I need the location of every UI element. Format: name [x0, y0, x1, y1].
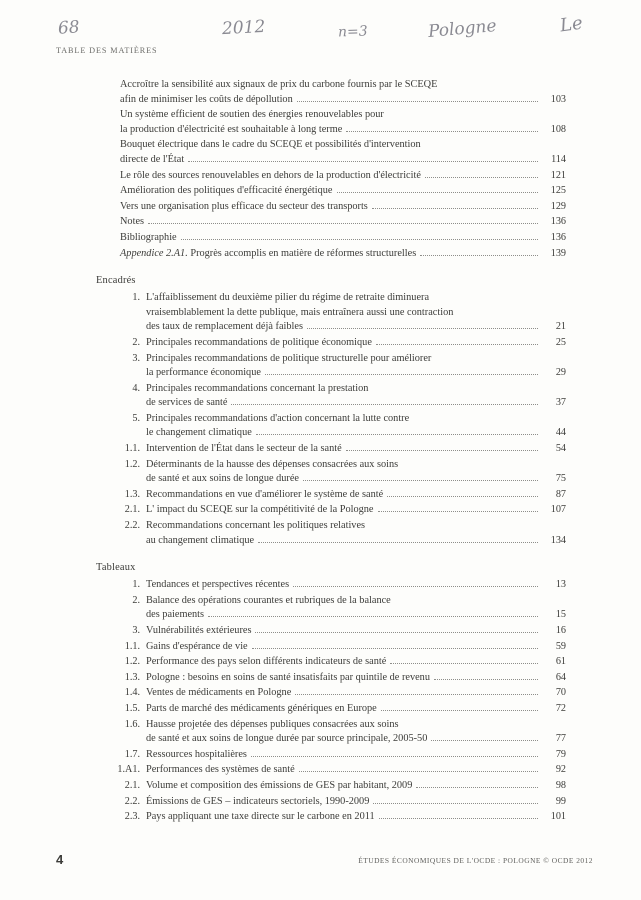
toc-entry-line	[120, 231, 566, 246]
toc-entry-line	[98, 472, 566, 487]
toc-leader-dots	[413, 420, 538, 421]
toc-entry[interactable]	[120, 594, 566, 623]
toc-leader-dots	[148, 222, 538, 224]
toc-entry-label: Principales recommandations d'action concernant la lutte contre	[146, 412, 410, 424]
toc-entry-page: 37	[555, 397, 566, 409]
toc-leader-dots	[293, 585, 538, 587]
toc-entry-label: Principales recommandations de politique économique	[146, 336, 372, 348]
toc-entry-line	[120, 78, 566, 93]
toc-entry[interactable]	[98, 442, 566, 457]
toc-entry-line	[120, 291, 566, 306]
toc-entry-number: 1.5.	[124, 702, 140, 714]
toc-entry-number-spacer	[120, 320, 140, 335]
toc-entry-line	[120, 123, 566, 138]
toc-entry[interactable]	[120, 108, 566, 137]
toc-entry-number-spacer	[120, 366, 140, 381]
toc-entry-line	[120, 138, 566, 153]
toc-entry-number-spacer	[120, 306, 140, 321]
toc-entry-label: Balance des opérations courantes et rubriques de la balance	[146, 594, 391, 606]
toc-entry-label: Pays appliquant une taxe directe sur le carbone en 2011	[146, 811, 375, 823]
toc-content	[56, 78, 566, 826]
toc-leader-dots	[387, 495, 538, 497]
toc-entry-page	[542, 412, 566, 427]
running-head: TABLE DES MATIÈRES	[56, 46, 158, 55]
toc-entry-number: 1.A1.	[117, 764, 140, 776]
toc-entry[interactable]	[98, 718, 566, 747]
toc-entry-label: Vers une organisation plus efficace du secteur des transports	[120, 200, 368, 212]
toc-entry-line	[98, 732, 566, 747]
toc-leader-dots	[457, 314, 538, 315]
toc-entry-label: de santé et aux soins de longue durée par source principale, 2005-50	[146, 733, 428, 745]
toc-entry-label: Notes	[120, 216, 145, 228]
toc-leader-dots	[403, 726, 539, 727]
toc-list	[56, 78, 566, 261]
toc-entry-label-italic: Appendice 2.A1.	[120, 247, 188, 259]
toc-entry-number: 2.	[132, 594, 140, 606]
toc-leader-dots	[379, 817, 538, 819]
toc-entry-page	[542, 519, 566, 534]
toc-list	[56, 291, 566, 548]
toc-leader-dots	[208, 615, 538, 617]
toc-entry-page: 134	[550, 534, 566, 546]
toc-entry-line	[120, 200, 566, 215]
toc-entry-page: 121	[550, 169, 566, 181]
toc-entry[interactable]	[98, 519, 566, 548]
toc-leader-dots	[388, 116, 538, 117]
toc-entry-page	[542, 306, 566, 321]
toc-entry-label: au changement climatique	[146, 534, 255, 546]
toc-entry-page: 75	[555, 473, 566, 485]
toc-leader-dots	[299, 770, 538, 772]
toc-entry-number: 1.3.	[124, 671, 140, 683]
toc-entry-line	[120, 153, 566, 168]
toc-entry-page: 29	[555, 367, 566, 379]
toc-leader-dots	[435, 360, 538, 361]
toc-entry-label: Vulnérabilités extérieures	[146, 625, 252, 636]
toc-entry-label: Appendice 2.A1. Progrès accomplis en matière de réformes structurelles	[120, 247, 417, 259]
toc-entry-line	[120, 306, 566, 321]
toc-entry-label: la performance économique	[146, 367, 261, 379]
toc-entry-label: Ressources hospitalières	[146, 748, 247, 760]
toc-entry-label: Déterminants de la hausse des dépenses consacrées aux soins	[146, 458, 399, 470]
toc-entry-line	[120, 578, 566, 593]
toc-entry[interactable]	[120, 578, 566, 593]
toc-entry-label: Bouquet électrique dans le cadre du SCEQE et possibilités d'intervention	[120, 139, 421, 151]
toc-entry-line	[120, 184, 566, 199]
toc-entry-line	[120, 412, 566, 427]
toc-entry-line	[120, 382, 566, 397]
toc-entry-label: Tendances et perspectives récentes	[146, 579, 290, 591]
toc-leader-dots	[181, 238, 538, 240]
toc-entry-page: 98	[555, 779, 566, 791]
toc-leader-dots	[441, 86, 538, 87]
toc-entry-label: Performance des pays selon différents indicateurs de santé	[146, 656, 387, 668]
toc-entry[interactable]	[120, 200, 566, 215]
toc-entry-number-spacer	[120, 608, 140, 623]
toc-leader-dots	[346, 130, 538, 132]
toc-entry-page	[542, 138, 566, 153]
toc-entry[interactable]	[98, 671, 566, 686]
toc-entry-number: 2.2.	[124, 795, 140, 807]
toc-leader-dots	[252, 647, 538, 649]
toc-entry-line	[120, 396, 566, 411]
toc-entry-page: 59	[555, 640, 566, 652]
toc-leader-dots	[265, 373, 538, 375]
toc-entry-line	[120, 108, 566, 123]
toc-entry-number: 2.2.	[124, 520, 140, 532]
toc-entry[interactable]	[120, 624, 566, 639]
toc-leader-dots	[346, 449, 538, 451]
toc-entry-label: Principales recommandations concernant la prestation	[146, 382, 369, 394]
toc-entry-line	[98, 718, 566, 733]
toc-entry-line	[98, 795, 566, 810]
handwritten-annotation: Pologne	[427, 16, 498, 42]
toc-entry-number-spacer	[98, 732, 140, 747]
toc-entry-label: des taux de remplacement déjà faibles	[146, 321, 303, 333]
toc-entry-number: 1.6.	[124, 718, 140, 730]
toc-entry-number: 4.	[132, 382, 140, 394]
toc-leader-dots	[425, 146, 538, 147]
toc-entry-page: 125	[550, 185, 566, 197]
toc-entry-label: Principales recommandations de politique structurelle pour améliorer	[146, 352, 432, 364]
toc-entry-number: 2.1.	[124, 504, 140, 516]
toc-entry-label: Intervention de l'État dans le secteur de la santé	[146, 443, 342, 455]
toc-entry-label: de services de santé	[146, 397, 228, 409]
toc-entry-page: 21	[555, 321, 566, 333]
toc-leader-dots	[381, 709, 538, 711]
toc-entry[interactable]	[120, 291, 566, 335]
toc-entry-line	[98, 458, 566, 473]
toc-entry-page	[542, 78, 566, 93]
handwritten-annotation: 2012	[221, 16, 266, 40]
toc-entry-page: 72	[555, 702, 566, 714]
toc-entry-label: L'affaiblissement du deuxième pilier du régime de retraite diminuera	[146, 292, 430, 304]
toc-list	[56, 578, 566, 825]
toc-leader-dots	[295, 693, 538, 695]
toc-leader-dots	[390, 662, 538, 664]
toc-entry-label: Accroître la sensibilité aux signaux de prix du carbone fournis par le SCEQE	[120, 79, 438, 90]
toc-entry-line	[120, 215, 566, 230]
toc-entry-line	[98, 640, 566, 655]
toc-entry-line	[120, 247, 566, 262]
toc-leader-dots	[395, 602, 538, 603]
toc-entry-number: 1.7.	[124, 748, 140, 760]
toc-entry-page: 77	[555, 733, 566, 745]
toc-entry-line	[120, 426, 566, 441]
toc-leader-dots	[378, 510, 539, 512]
toc-entry[interactable]	[98, 702, 566, 717]
toc-entry-page: 70	[555, 687, 566, 699]
toc-entry[interactable]	[98, 795, 566, 810]
toc-leader-dots	[402, 466, 538, 467]
toc-entry-number: 1.2.	[124, 656, 140, 668]
toc-section-heading: Tableaux	[96, 562, 136, 574]
toc-entry[interactable]	[98, 763, 566, 778]
toc-entry-number: 1.1.	[124, 443, 140, 455]
toc-leader-dots	[420, 254, 538, 256]
toc-entry[interactable]	[120, 247, 566, 262]
toc-entry-line	[120, 608, 566, 623]
toc-entry[interactable]	[98, 748, 566, 763]
toc-entry-page: 92	[555, 764, 566, 776]
toc-leader-dots	[425, 176, 538, 178]
toc-entry[interactable]	[98, 779, 566, 794]
handwritten-annotation: n=3	[337, 23, 368, 41]
toc-entry-label: Pologne : besoins en soins de santé insatisfaits par quintile de revenu	[146, 671, 430, 683]
toc-leader-dots	[231, 403, 538, 405]
toc-entry-page: 108	[550, 123, 566, 135]
toc-entry-label: afin de minimiser les coûts de dépollution	[120, 93, 293, 105]
toc-entry[interactable]	[120, 169, 566, 184]
toc-entry-page: 15	[555, 609, 566, 621]
toc-entry-label: Bibliographie	[120, 231, 177, 243]
toc-entry-page: 107	[550, 504, 566, 516]
toc-entry-label: Recommandations en vue d'améliorer le système de santé	[146, 488, 384, 500]
toc-entry-number-spacer	[98, 472, 140, 487]
toc-leader-dots	[303, 479, 538, 481]
handwritten-annotation: 68	[57, 17, 81, 39]
toc-entry-line	[98, 763, 566, 778]
toc-entry-number: 1.	[132, 292, 140, 304]
toc-entry-number: 5.	[132, 412, 140, 424]
toc-entry-line	[120, 169, 566, 184]
toc-entry[interactable]	[98, 503, 566, 518]
toc-entry-label: le changement climatique	[146, 427, 252, 439]
toc-entry[interactable]	[120, 78, 566, 107]
toc-entry-page: 103	[550, 93, 566, 105]
toc-entry[interactable]	[120, 382, 566, 411]
toc-entry-label: Parts de marché des médicaments génériques en Europe	[146, 702, 377, 714]
toc-entry-number: 2.3.	[124, 811, 140, 823]
toc-entry-number: 1.2.	[124, 458, 140, 470]
toc-entry-line	[120, 336, 566, 351]
toc-entry-line	[120, 594, 566, 609]
toc-entry-label: la production d'électricité est souhaitable à long terme	[120, 123, 343, 135]
toc-leader-dots	[251, 755, 538, 757]
toc-entry-line	[120, 366, 566, 381]
toc-entry-label: Performances des systèmes de santé	[146, 764, 295, 776]
toc-entry-page: 129	[550, 200, 566, 212]
toc-leader-dots	[372, 390, 538, 391]
toc-entry-page: 136	[550, 216, 566, 228]
toc-entry-label: Gains d'espérance de vie	[146, 640, 248, 652]
toc-leader-dots	[258, 541, 538, 543]
toc-leader-dots	[373, 802, 538, 804]
toc-leader-dots	[369, 527, 538, 528]
toc-entry-page: 139	[550, 247, 566, 259]
toc-entry[interactable]	[120, 352, 566, 381]
toc-entry-line	[120, 93, 566, 108]
toc-entry-page: 79	[555, 748, 566, 760]
toc-entry-page: 114	[551, 153, 566, 165]
toc-entry[interactable]	[120, 412, 566, 441]
toc-entry-line	[98, 442, 566, 457]
toc-entry-label: des paiements	[146, 609, 205, 621]
toc-entry-line	[120, 352, 566, 367]
toc-leader-dots	[256, 433, 538, 435]
toc-entry-page: 64	[555, 671, 566, 683]
toc-entry-page: 16	[555, 625, 566, 636]
toc-entry[interactable]	[98, 640, 566, 655]
toc-entry-number: 3.	[132, 625, 140, 636]
toc-entry-line	[98, 779, 566, 794]
toc-entry[interactable]	[98, 686, 566, 701]
toc-entry-line	[98, 810, 566, 825]
toc-entry-label: Amélioration des politiques d'efficacité énergétique	[120, 185, 333, 197]
toc-entry-number: 1.3.	[124, 488, 140, 500]
toc-section-heading: Encadrés	[96, 275, 136, 287]
toc-entry-line	[98, 655, 566, 670]
toc-entry-page: 13	[555, 579, 566, 591]
toc-entry-line	[98, 748, 566, 763]
toc-entry-label: Un système efficient de soutien des énergies renouvelables pour	[120, 109, 384, 121]
toc-leader-dots	[372, 207, 538, 209]
toc-leader-dots	[431, 739, 538, 741]
toc-entry-page: 25	[555, 336, 566, 348]
toc-leader-dots	[376, 343, 538, 345]
toc-entry-label: Recommandations concernant les politiques relatives	[146, 520, 366, 532]
toc-entry-page	[542, 352, 566, 367]
handwritten-annotation: Le	[558, 12, 584, 37]
toc-entry-page	[542, 382, 566, 397]
toc-leader-dots	[416, 786, 538, 788]
toc-leader-dots	[307, 327, 538, 329]
toc-entry-page	[542, 458, 566, 473]
toc-entry-page: 44	[555, 427, 566, 439]
toc-entry[interactable]	[120, 138, 566, 167]
toc-entry[interactable]	[98, 810, 566, 825]
toc-entry-number: 1.	[132, 579, 140, 591]
toc-entry-label: de santé et aux soins de longue durée	[146, 473, 299, 485]
toc-entry-number: 2.1.	[124, 779, 140, 791]
toc-entry[interactable]	[120, 336, 566, 351]
toc-entry-page	[542, 718, 566, 733]
toc-leader-dots	[434, 678, 538, 680]
toc-leader-dots	[188, 160, 538, 162]
toc-entry[interactable]	[98, 655, 566, 670]
toc-entry-label: Le rôle des sources renouvelables en dehors de la production d'électricité	[120, 169, 421, 181]
toc-leader-dots	[297, 100, 538, 102]
toc-entry-label: Ventes de médicaments en Pologne	[146, 687, 292, 699]
page-number: 4	[56, 852, 64, 867]
toc-leader-dots	[433, 299, 538, 300]
toc-entry[interactable]	[120, 215, 566, 230]
toc-entry-number-spacer	[120, 396, 140, 411]
toc-entry-line	[120, 320, 566, 335]
toc-entry-line	[98, 671, 566, 686]
toc-entry-number-spacer	[98, 534, 140, 549]
toc-entry-page	[542, 108, 566, 123]
toc-entry-page: 61	[555, 656, 566, 668]
toc-entry[interactable]	[120, 184, 566, 199]
toc-entry-number: 1.4.	[124, 687, 140, 699]
toc-entry-line	[120, 624, 566, 639]
toc-entry-page: 101	[550, 811, 566, 823]
toc-entry-page	[542, 291, 566, 306]
toc-entry-line	[98, 519, 566, 534]
toc-entry-page: 87	[555, 488, 566, 500]
toc-entry-page	[542, 594, 566, 609]
toc-leader-dots	[255, 631, 538, 633]
toc-entry-label: vraisemblablement la dette publique, mais entraînera aussi une contraction	[146, 306, 454, 318]
toc-entry-number-spacer	[120, 426, 140, 441]
toc-entry-label: L' impact du SCEQE sur la compétitivité de la Pologne	[146, 504, 374, 516]
toc-entry-line	[98, 503, 566, 518]
toc-entry-line	[98, 702, 566, 717]
toc-leader-dots	[337, 191, 539, 193]
toc-entry-page: 54	[555, 443, 566, 455]
toc-entry-number: 2.	[132, 336, 140, 348]
toc-entry-line	[98, 686, 566, 701]
toc-entry-number: 3.	[132, 352, 140, 364]
footer-source: ÉTUDES ÉCONOMIQUES DE L'OCDE : POLOGNE © OCDE 2012	[358, 856, 593, 865]
toc-entry-label: Volume et composition des émissions de GES par habitant, 2009	[146, 779, 413, 791]
toc-entry-label: Émissions de GES – indicateurs sectoriels, 1990-2009	[146, 795, 370, 807]
toc-entry[interactable]	[98, 488, 566, 503]
toc-entry[interactable]	[98, 458, 566, 487]
toc-entry-page: 136	[550, 231, 566, 243]
toc-entry[interactable]	[120, 231, 566, 246]
toc-entry-page: 99	[555, 795, 566, 807]
toc-entry-label: directe de l'État	[120, 153, 185, 165]
toc-entry-line	[98, 488, 566, 503]
toc-entry-line	[98, 534, 566, 549]
toc-entry-number: 1.1.	[124, 640, 140, 652]
toc-entry-label: Hausse projetée des dépenses publiques consacrées aux soins	[146, 718, 399, 730]
